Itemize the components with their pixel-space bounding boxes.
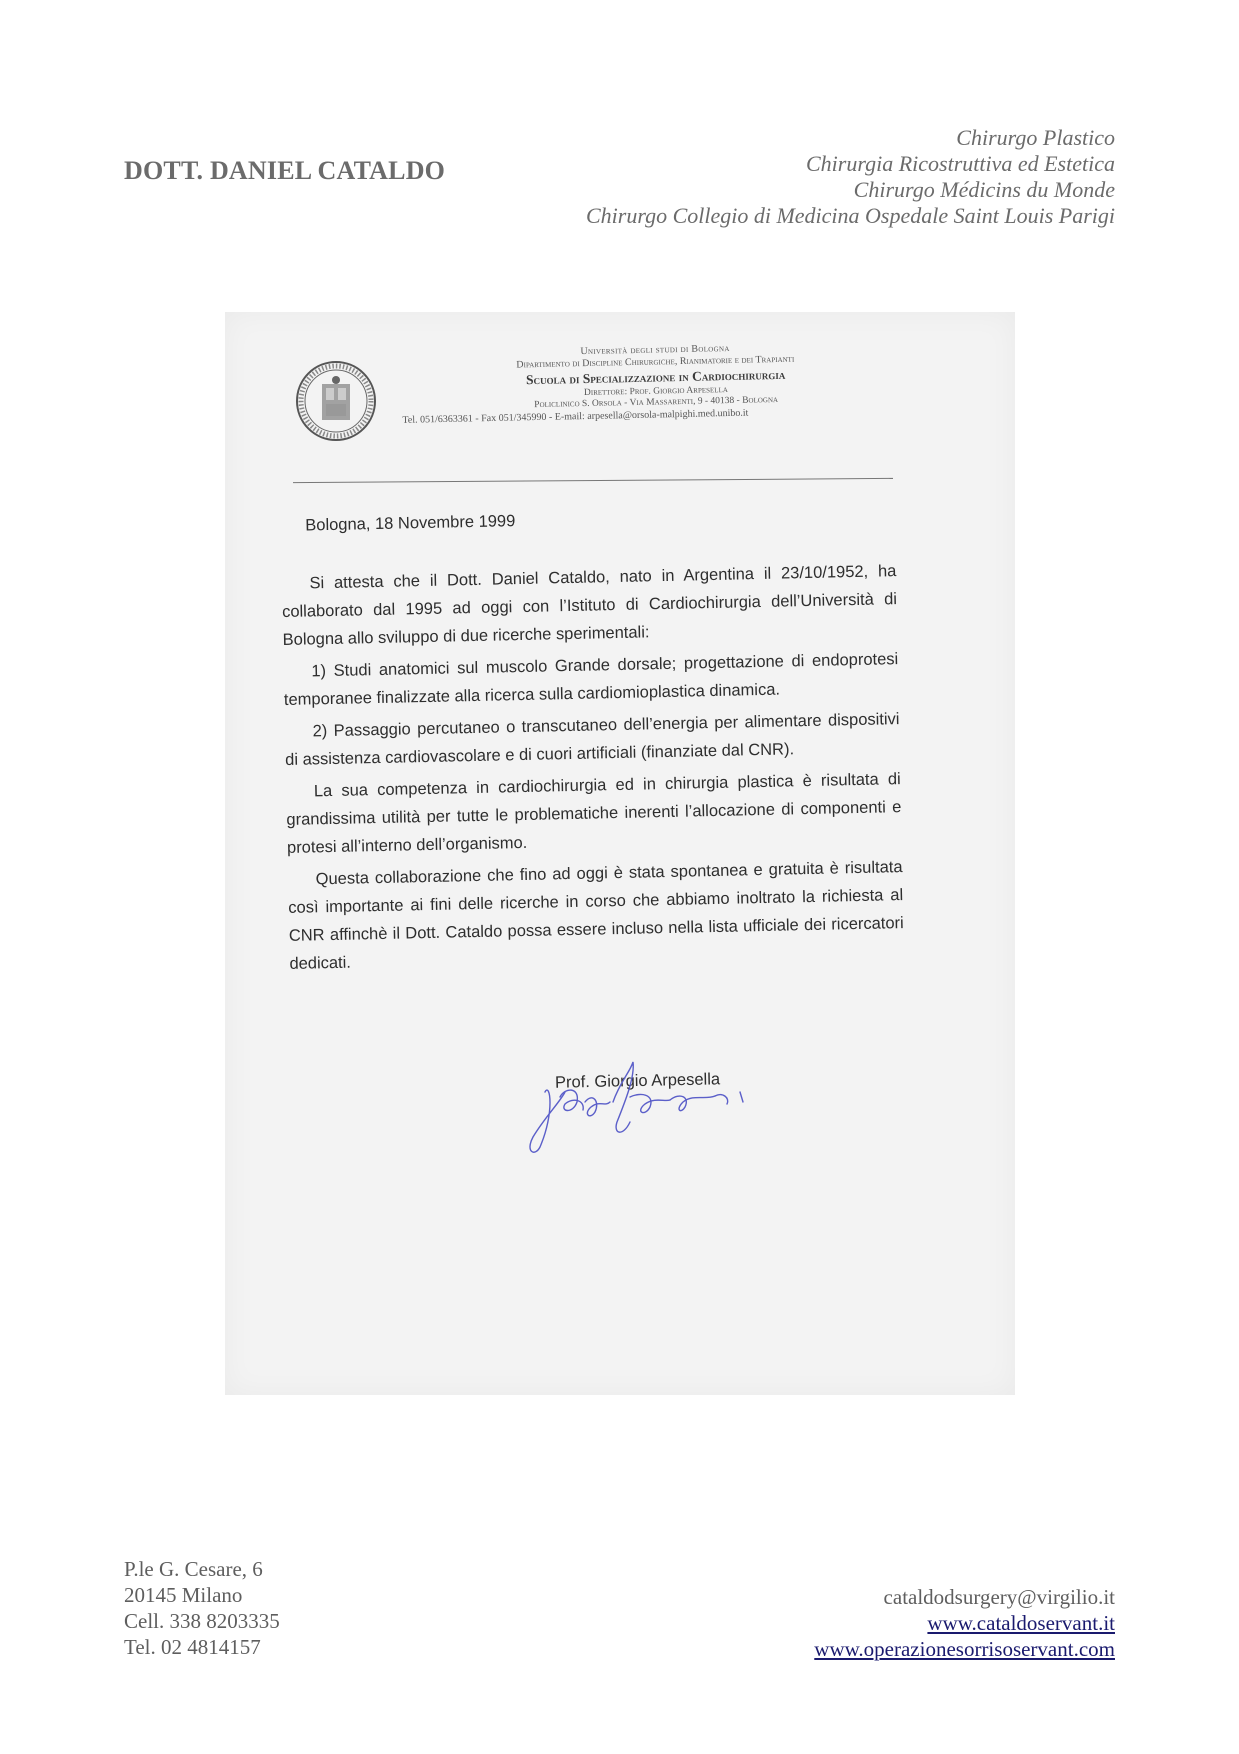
specialty-line: Chirurgo Collegio di Medicina Ospedale Saint Louis Parigi [585, 203, 1115, 228]
footer-contacts [814, 1584, 1115, 1662]
letter-date: Bologna, 18 Novembre 1999 [305, 512, 516, 535]
letter-paragraph: 2) Passaggio percutaneo o transcutaneo dell’energia per alimentare dispositivi di assistenza cardiovascolare e di cuori artificiali (finanziate dal CNR). [285, 710, 900, 769]
letter-paragraph: Questa collaborazione che fino ad oggi è stata spontanea e gratuita è risultata così importante ai fini delle ricerche in corso che abbiamo inoltrato la richiesta al CNR affinchè il Dott. Cataldo possa essere incluso nella lista ufficiale dei ricercatori dedicati. [288, 858, 904, 973]
letterhead-contacts: Tel. 051/6363361 - Fax 051/345990 - E-mail: arpesella@orsola-malpighi.med.unibo.it [402, 407, 749, 426]
address-line: Cell. 338 8203335 [124, 1609, 280, 1633]
doctor-name: DOTT. DANIEL CATALDO [124, 156, 446, 185]
signer-name: Prof. Giorgio Arpesella [554, 1070, 721, 1092]
letter-body [280, 499, 905, 982]
email-address: cataldodsurgery@virgilio.it [883, 1585, 1115, 1609]
letterhead [395, 339, 916, 426]
letterhead-school: Scuola di Specializzazione in Cardiochirurgia [525, 366, 786, 388]
letter-paragraph: La sua competenza in cardiochirurgia ed in chirurgia plastica è risultata di grandissima utilità per tutte le problematiche inerenti l’allocazione di componenti e protesi all’interno dell’organismo. [286, 770, 902, 857]
specialty-line: Chirurgia Ricostruttiva ed Estetica [806, 151, 1115, 176]
scanned-letter [225, 312, 1015, 1395]
letterhead-department: Dipartimento di Discipline Chirurgiche, Rianimatorie e dei Trapianti [516, 353, 795, 371]
address-line: Tel. 02 4814157 [124, 1635, 261, 1659]
specialty-line: Chirurgo Plastico [956, 125, 1115, 150]
footer-address [124, 1556, 280, 1660]
specialties-list [395, 125, 1115, 229]
letter-paragraph: Si attesta che il Dott. Daniel Cataldo, nato in Argentina il 23/10/1952, ha collaborato dal 1995 ad oggi con l’Istituto di Cardiochirurgia dell’Università di Bologna allo sviluppo di due ricerche sperimentali: [281, 562, 898, 649]
website-link[interactable]: www.operazionesorrisoservant.com [814, 1637, 1115, 1661]
letterhead-address: Policlinico S. Orsola - Via Massarenti, 9 - 40138 - Bologna [534, 394, 779, 411]
letterhead-director: Direttore: Prof. Giorgio Arpesella [583, 385, 728, 399]
specialty-line: Chirurgo Médicins du Monde [853, 177, 1115, 202]
address-line: 20145 Milano [124, 1583, 243, 1607]
website-link[interactable]: www.cataldoservant.it [927, 1611, 1115, 1635]
letterhead-divider [293, 478, 893, 483]
university-seal-icon [295, 360, 377, 442]
letter-paragraph: 1) Studi anatomici sul muscolo Grande dorsale; progettazione di endoprotesi temporanee finalizzate alla ricerca sulla cardiomioplastica dinamica. [283, 650, 899, 709]
address-line: P.le G. Cesare, 6 [124, 1557, 263, 1581]
letterhead-university: Università degli studi di Bologna [580, 342, 730, 358]
handwritten-signature [505, 1052, 755, 1162]
